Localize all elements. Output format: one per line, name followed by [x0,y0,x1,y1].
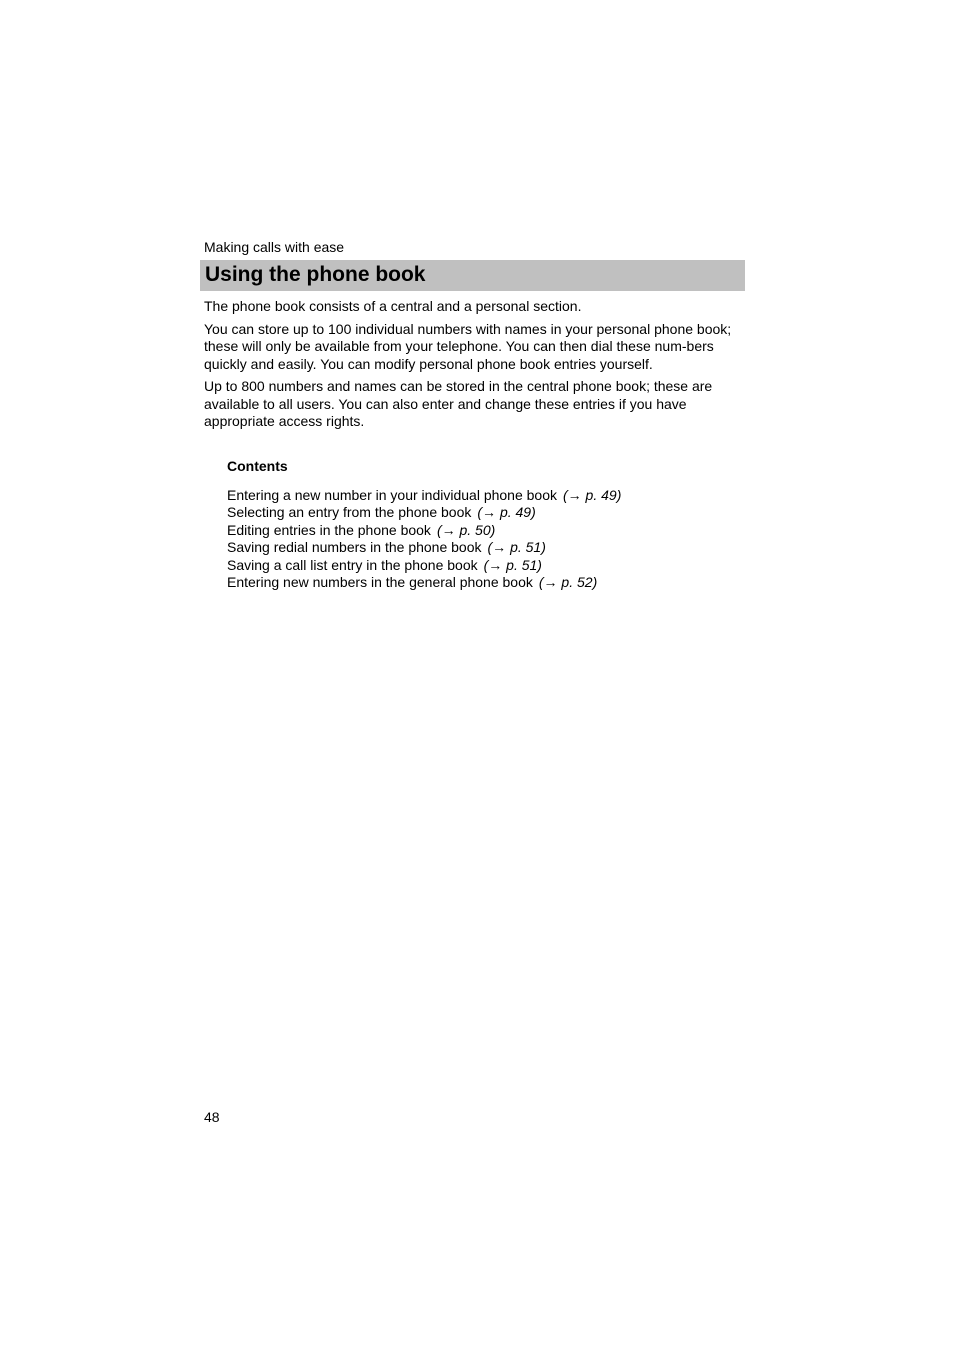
contents-item-label: Selecting an entry from the phone book [227,504,472,520]
contents-item-entering-general-numbers[interactable] [227,574,727,592]
contents-item-entering-new-number[interactable] [227,487,727,505]
contents-item-selecting-entry[interactable] [227,504,727,522]
contents-item-editing-entries[interactable] [227,522,727,540]
page-reference: (→ p. 49) [477,504,536,520]
page-reference: (→ p. 51) [487,539,546,555]
paragraph-personal-phone-book: You can store up to 100 individual numbers with names in your personal phone book; these will only be available from your telephone. You can then dial these num-bers quickly and easily. You can modify personal phone book entries yourself. [204,320,732,372]
page-reference: (→ p. 49) [563,486,622,503]
contents-item-label: Entering new numbers in the general phone book [227,574,533,590]
paragraph-intro: The phone book consists of a central and a personal section. [204,298,582,314]
contents-item-label: Editing entries in the phone book [227,521,431,538]
section-label: Making calls with ease [204,239,345,255]
contents-item-label: Saving a call list entry in the phone book [227,556,478,573]
body-text [204,298,744,436]
page-title: Using the phone book [205,263,426,286]
paragraph-central-phone-book: Up to 800 numbers and names can be stored in the central phone book; these are available to all users. You can also enter and change these entries if you have appropriate access rights. [204,378,713,429]
contents-section [227,458,727,592]
page-reference: (→ p. 51) [483,556,542,573]
title-bar [200,260,745,291]
page-reference: (→ p. 52) [538,574,598,590]
contents-item-label: Entering a new number in your individual phone book [227,486,557,503]
page-reference: (→ p. 50) [436,521,496,538]
contents-item-label: Saving redial numbers in the phone book [227,539,482,555]
page-number: 48 [204,1109,220,1125]
contents-heading: Contents [227,458,288,474]
contents-item-saving-call-list-entry[interactable] [227,557,727,575]
contents-item-saving-redial-numbers[interactable] [227,539,727,557]
